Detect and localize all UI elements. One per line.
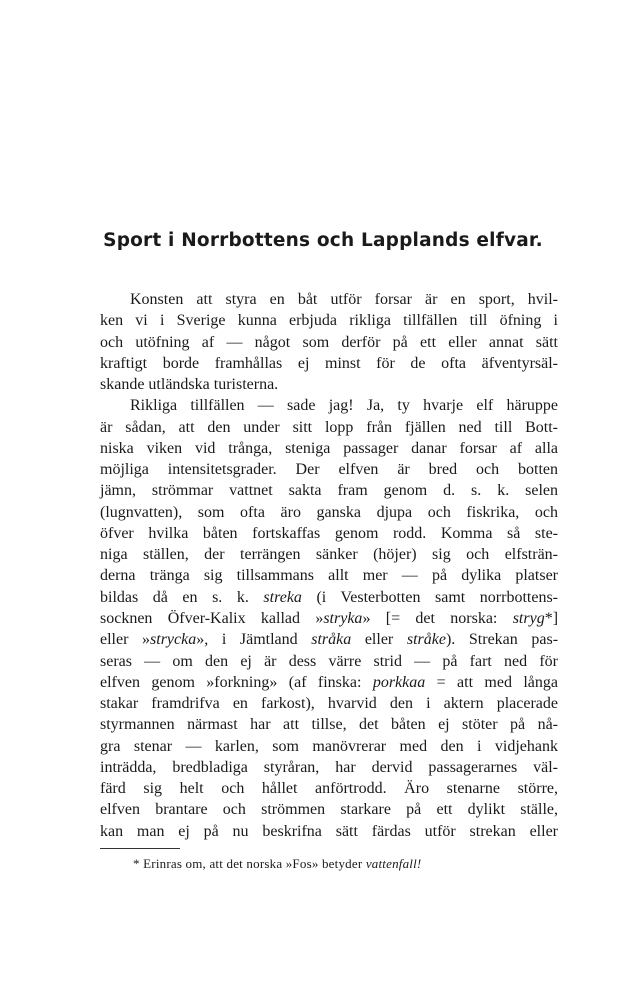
- text-segment: inträdda, bredbladiga styråran, har dervid passagerarnes väl-: [100, 758, 558, 776]
- text-line: [100, 672, 558, 693]
- text-line: [100, 757, 558, 778]
- text-line: [100, 332, 558, 353]
- text-segment: bildas då en s. k.: [100, 588, 264, 606]
- footnote-text: * Erinras om, att det norska »Fos» betyder: [133, 856, 366, 871]
- text-segment: kraftigt borde framhållas ej minst för de ofta äfventyrsäl-: [100, 354, 558, 372]
- text-segment: (lugnvatten), som ofta äro ganska djupa och fiskrika, och: [100, 503, 558, 521]
- text-segment: niga ställen, der terrängen sänker (höjer) sig och elfsträn-: [100, 546, 558, 564]
- text-line: [100, 417, 558, 438]
- text-line: [100, 736, 558, 757]
- body-text: [100, 289, 558, 842]
- text-segment: gra stenar — karlen, som manövrerar med den i vidjehank: [100, 737, 558, 755]
- text-segment: *]: [544, 609, 559, 627]
- text-line: [100, 565, 558, 586]
- text-line: [100, 778, 558, 799]
- text-segment: seras — om den ej är dess värre strid — på fart ned för: [100, 652, 558, 670]
- text-segment: skande utländska turisterna.: [100, 376, 279, 394]
- footnote-divider: [100, 848, 180, 849]
- text-segment: öfver hvilka båten fortskaffas genom rodd. Komma så ste-: [100, 524, 558, 542]
- text-line: [100, 502, 558, 523]
- text-segment: ken vi i Sverige kunna erbjuda rikliga tillfällen till öfning i: [100, 312, 558, 330]
- text-line: [100, 353, 558, 374]
- text-line: [100, 438, 558, 459]
- text-line: [100, 821, 558, 842]
- text-segment: niska viken vid trånga, steniga passager danar forsar af alla: [100, 439, 558, 457]
- italic-term: porkkaa: [372, 673, 426, 691]
- text-line: [100, 374, 558, 395]
- text-line: [100, 714, 558, 735]
- footnote-italic: vattenfall!: [365, 856, 422, 871]
- text-segment: eller »: [100, 631, 151, 649]
- text-line: [100, 629, 558, 650]
- text-line: [100, 651, 558, 672]
- text-segment: färd sig helt och hållet anförtrodd. Äro stenarne större,: [100, 780, 558, 798]
- text-line: [100, 459, 558, 480]
- text-segment: = att med långa: [425, 673, 558, 691]
- text-line: [100, 310, 558, 331]
- text-segment: socknen Öfver-Kalix kallad »: [100, 609, 324, 627]
- text-segment: och utöfning af — något som derför på ett eller annat sätt: [100, 333, 558, 351]
- text-segment: Konsten att styra en båt utför forsar är en sport, hvil-: [130, 291, 558, 308]
- italic-term: strycka: [150, 631, 197, 649]
- text-segment: styrmannen närmast har att tillse, det båten ej stöter på nå-: [100, 716, 558, 734]
- page-title: Sport i Norrbottens och Lapplands elfvar.: [103, 230, 543, 251]
- italic-term: stråke: [406, 631, 446, 649]
- text-line: [100, 608, 558, 629]
- text-segment: eller: [351, 631, 407, 649]
- text-line: [100, 693, 558, 714]
- text-line: [100, 480, 558, 501]
- text-segment: derna tränga sig tillsammans allt mer — på dylika platser: [100, 567, 558, 585]
- text-line: [100, 395, 558, 416]
- text-line: [100, 289, 558, 310]
- text-segment: är sådan, att den under sitt lopp från fjällen ned till Bott-: [100, 418, 558, 436]
- italic-term: stryka: [323, 609, 363, 627]
- text-segment: ). Strekan pas-: [445, 631, 559, 649]
- text-segment: möjliga intensitetsgrader. Der elfven är bred och botten: [100, 461, 558, 479]
- text-segment: », i Jämtland: [196, 631, 312, 649]
- text-segment: stakar framdrifva en farkost), hvarvid den i aktern placerade: [100, 695, 558, 713]
- italic-term: streka: [263, 588, 302, 606]
- text-segment: elfven genom »forkning» (af finska:: [100, 673, 373, 691]
- text-segment: (i Vesterbotten samt norrbottens-: [301, 588, 558, 606]
- footnote: [133, 856, 421, 872]
- text-segment: elfven brantare och strömmen starkare på ett dylikt ställe,: [100, 801, 558, 819]
- text-segment: jämn, strömmar vattnet sakta fram genom d. s. k. selen: [100, 482, 558, 500]
- text-line: [100, 523, 558, 544]
- italic-term: stryg: [512, 609, 545, 627]
- text-line: [100, 544, 558, 565]
- italic-term: stråka: [311, 631, 352, 649]
- text-line: [100, 799, 558, 820]
- text-line: [100, 587, 558, 608]
- text-segment: » [= det norska:: [362, 609, 513, 627]
- text-segment: Rikliga tillfällen — sade jag! Ja, ty hvarje elf häruppe: [130, 397, 558, 415]
- text-segment: kan man ej på nu beskrifna sätt färdas utför strekan eller: [100, 822, 558, 840]
